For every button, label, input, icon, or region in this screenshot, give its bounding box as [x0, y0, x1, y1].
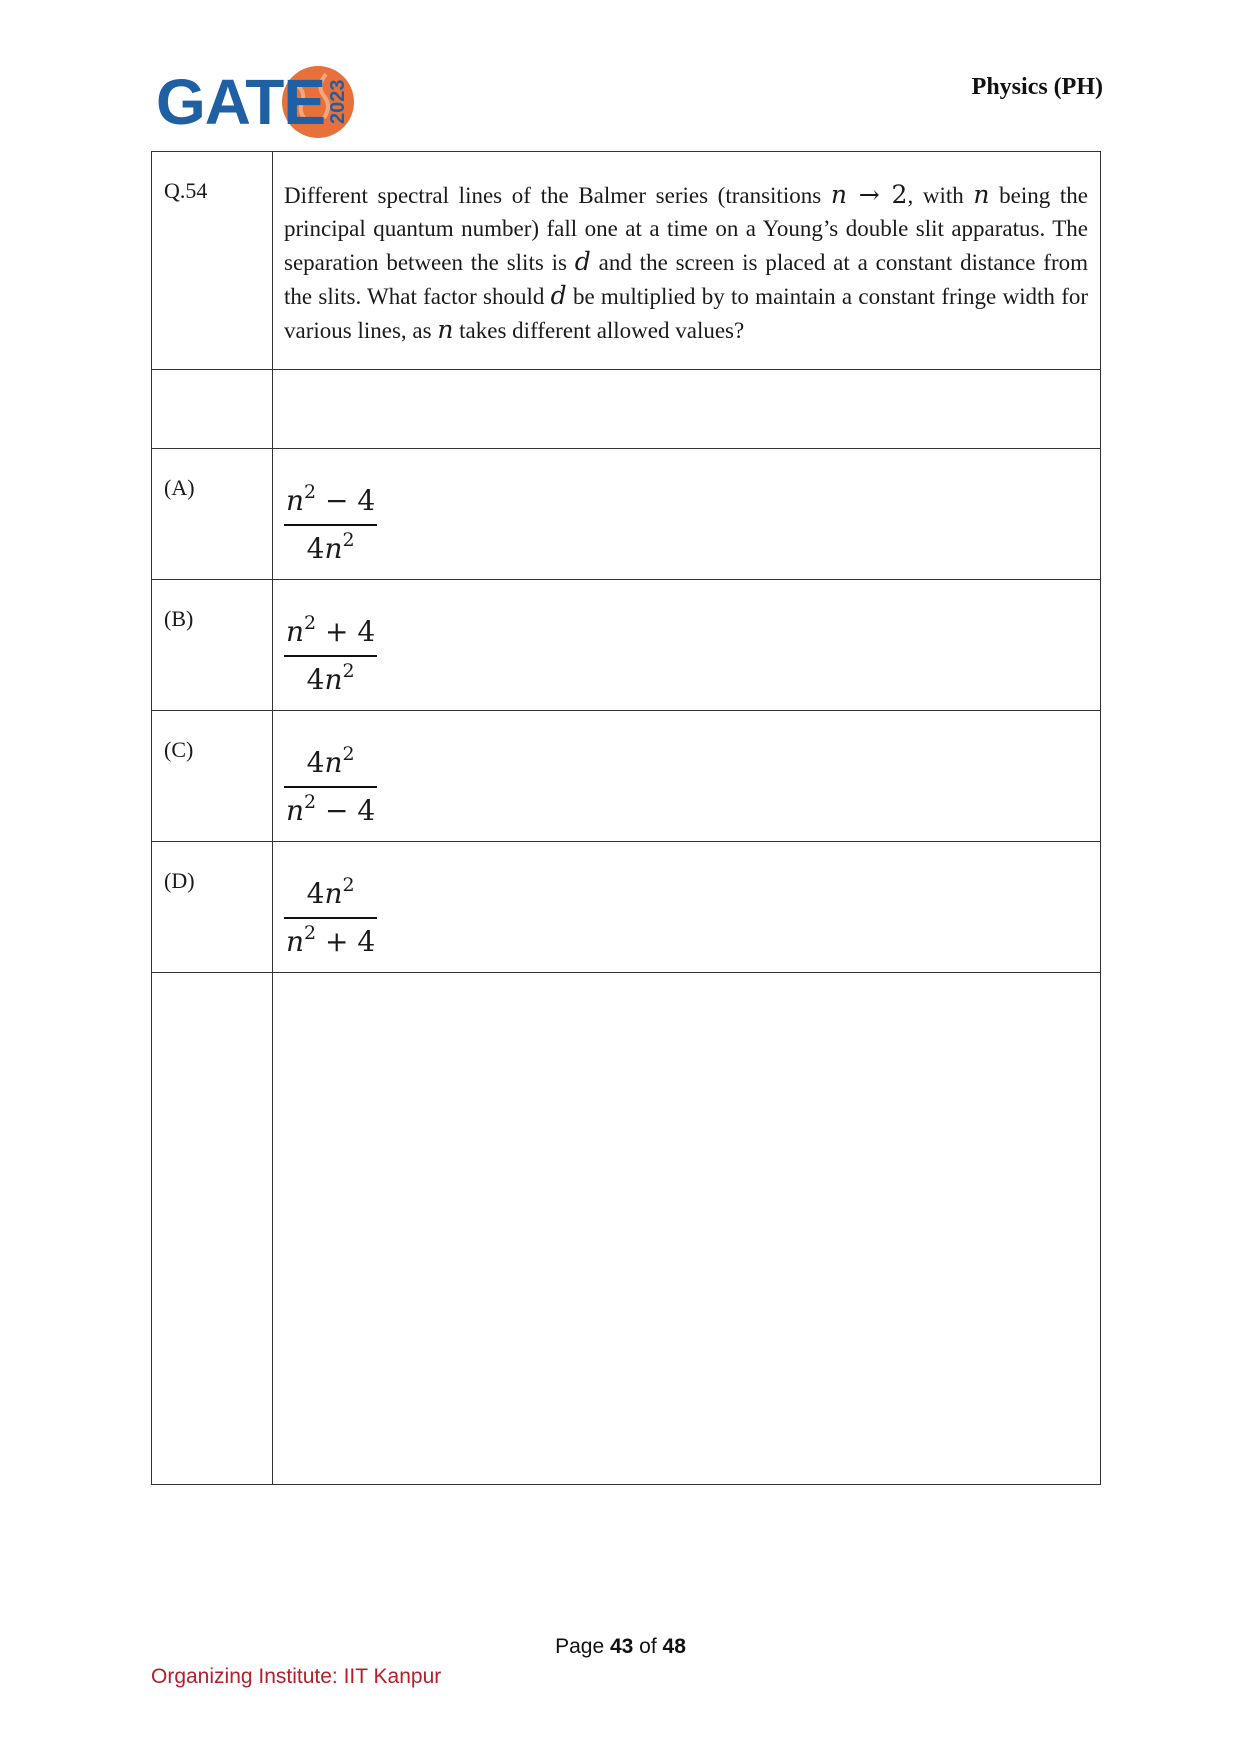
coefficient: 4: [306, 877, 325, 910]
denominator: [284, 529, 377, 569]
page-number: [0, 1635, 1241, 1659]
denominator: [284, 922, 377, 962]
option-a-fraction: [284, 481, 377, 569]
spacer-cell-left: [152, 370, 273, 449]
fraction-bar: [284, 655, 377, 657]
math-var-n: n: [286, 794, 305, 827]
math-var-n: n: [437, 315, 454, 344]
math-rest: − 4: [316, 484, 376, 517]
math-var-n: n: [324, 532, 343, 565]
question-text-part: Different spectral lines of the Balmer series (transitions: [284, 183, 831, 208]
math-var-n: n: [324, 877, 343, 910]
exponent: 2: [342, 529, 355, 551]
exponent: 2: [342, 874, 355, 896]
question-text-part: , with: [907, 183, 974, 208]
numerator: [284, 743, 377, 783]
math-var-d: d: [550, 281, 567, 310]
option-d-body: [273, 842, 1101, 973]
option-c-fraction: [284, 743, 377, 831]
math-var-n: n: [830, 180, 847, 209]
denominator: [284, 660, 377, 700]
page-total: 48: [662, 1635, 686, 1658]
math-var-n: n: [286, 925, 305, 958]
option-row-b: [152, 580, 1101, 711]
coefficient: 4: [306, 532, 325, 565]
subject-title: Physics (PH): [971, 74, 1103, 100]
math-var-n: n: [973, 180, 990, 209]
option-label: (C): [152, 711, 273, 842]
question-body: [273, 152, 1101, 370]
question-text-part: and the screen is placed at a constant distance from the slits. What factor should: [284, 250, 1089, 309]
exponent: 2: [342, 660, 355, 682]
logo-year: 2023: [327, 79, 349, 124]
question-row: [152, 152, 1101, 370]
question-text-part: being the principal quantum number) fall one at a time on a Young’s double slit apparatus. The separation between the slits is: [284, 183, 1089, 275]
numerator: [284, 612, 377, 652]
math-var-d: d: [574, 247, 591, 276]
page-current: 43: [609, 1635, 634, 1658]
exponent: 2: [304, 612, 317, 634]
gate-logo-graphic: [156, 62, 356, 142]
option-label: (D): [152, 842, 273, 973]
exponent: 2: [342, 743, 355, 765]
coefficient: 4: [306, 746, 325, 779]
math-rest: + 4: [316, 925, 376, 958]
math-rest: − 4: [316, 794, 376, 827]
math-var-n: n: [324, 746, 343, 779]
option-c-body: [273, 711, 1101, 842]
exponent: 2: [304, 922, 317, 944]
spacer-cell-right: [273, 370, 1101, 449]
math-var-n: n: [286, 484, 305, 517]
logo-text: GATE: [156, 66, 326, 138]
option-b-fraction: [284, 612, 377, 700]
page-of: of: [633, 1635, 663, 1658]
blank-row: [152, 973, 1101, 1485]
numerator: [284, 874, 377, 914]
question-text: [284, 178, 1088, 347]
option-row-a: [152, 449, 1101, 580]
option-label: (A): [152, 449, 273, 580]
spacer-row: [152, 370, 1101, 449]
denominator: [284, 791, 377, 831]
option-label: (B): [152, 580, 273, 711]
math-rest: + 4: [316, 615, 376, 648]
option-row-d: [152, 842, 1101, 973]
coefficient: 4: [306, 663, 325, 696]
math-var-n: n: [324, 663, 343, 696]
gate-2023-logo: [156, 62, 356, 142]
question-text-part: be multiplied by to maintain a constant fringe width for various lines, as: [284, 284, 1089, 343]
organizing-institute: Organizing Institute: IIT Kanpur: [151, 1665, 442, 1688]
blank-cell-left: [152, 973, 273, 1485]
option-b-body: [273, 580, 1101, 711]
fraction-bar: [284, 917, 377, 919]
math-arrow-2: → 2: [846, 180, 908, 209]
option-a-body: [273, 449, 1101, 580]
option-d-fraction: [284, 874, 377, 962]
fraction-bar: [284, 786, 377, 788]
page-prefix: Page: [555, 1635, 610, 1658]
fraction-bar: [284, 524, 377, 526]
blank-cell-right: [273, 973, 1101, 1485]
exponent: 2: [304, 481, 317, 503]
question-table: [151, 151, 1101, 1485]
option-row-c: [152, 711, 1101, 842]
numerator: [284, 481, 377, 521]
question-number: Q.54: [152, 152, 273, 370]
math-var-n: n: [286, 615, 305, 648]
exponent: 2: [304, 791, 317, 813]
question-text-part: takes different allowed values?: [453, 318, 745, 343]
